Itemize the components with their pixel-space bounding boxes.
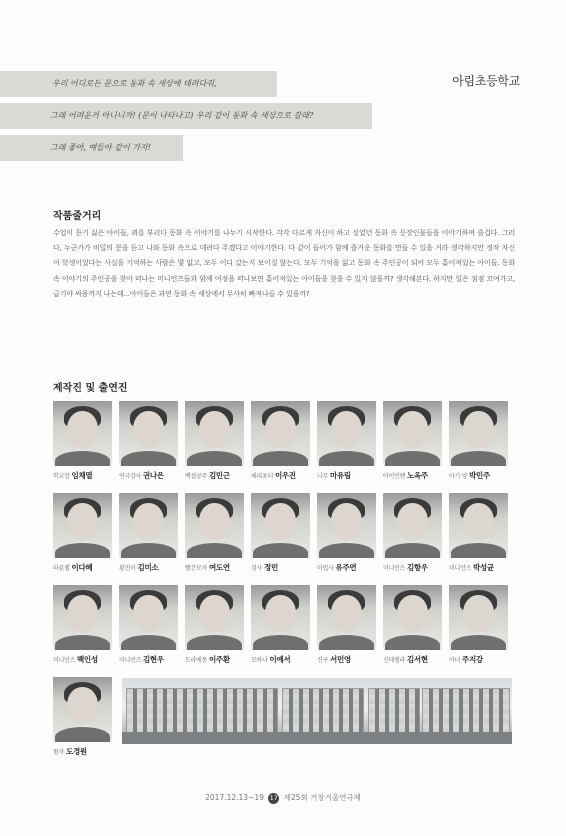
cast-photo: [185, 493, 244, 558]
cast-caption: [185, 470, 246, 481]
cast-member: [383, 493, 444, 573]
school-building-photo: [122, 678, 512, 744]
quote-banner-2: 그래 어려운거 아니니까! (문이 나타나고) 우리 같이 동화 속 세상으로 갈래?: [0, 103, 372, 129]
cast-name: 권나은: [142, 471, 164, 480]
cast-name: 정민: [264, 563, 278, 572]
cast-member: [185, 493, 246, 573]
cast-member: [251, 401, 312, 481]
synopsis-body: 수업이 듣기 싫은 아이들, 꾀를 부리다 동화 속 이야기를 나누기 시작한다. 각각 다르게 자신이 하고 싶었던 동화 속 등장인물들을 이야기하며 즐겁다. 그러다, 누군가가 비밀의 문을 듣고 나와 동화 속으로 데려다 주겠다고 이야기한다. 다 같이 들어가 함께 즐거운 동화를 만들 수 있을 거라 생각하지만 정작 자신이 학생이었다는 사실을 기억하는 사람은 몇 없고, 모두 어디 갔는지 보이질 않는다. 모두 기억을 잃고 동화 속 주인공이 되어 모두 흩어져있는 아이들. 동화 속 이야기의 주인공을 찾아 떠나는 미니언즈들과 함께 여정을 떠나보면 흩어져있는 아이들을 찾을 수 있지 않을까? 생각해본다. 하지만 일은 점점 꼬여가고, 급기야 싸움까지 나는데...아이들은 과연 동화 속 세상에서 무사히 빠져나올 수 있을까?: [53, 228, 515, 298]
cast-name: 도경원: [66, 747, 87, 756]
cast-name: 여도연: [208, 563, 230, 572]
cast-caption: [53, 654, 114, 665]
cast-name: 임채열: [71, 471, 93, 480]
cast-caption: [317, 562, 378, 573]
school-name: 아림초등학교: [452, 74, 520, 88]
cast-name: 이예서: [269, 655, 291, 664]
cast-photo: [119, 401, 178, 466]
cast-member: [317, 585, 378, 665]
cast-title: 제작진 및 출연진: [53, 383, 128, 394]
cast-name: 주지강: [462, 655, 483, 664]
cast-role: 신데렐라: [383, 657, 405, 664]
cast-member: [449, 585, 510, 665]
cast-caption: [251, 470, 312, 481]
footer-event: 제25회 거창겨울연극제: [283, 793, 361, 802]
cast-member: [383, 585, 444, 665]
cast-caption: [449, 562, 510, 573]
cast-photo: [449, 401, 508, 466]
cast-photo: [317, 401, 376, 466]
cast-name: 김서현: [406, 655, 428, 664]
cast-photo: [119, 585, 178, 650]
cast-name: 김미소: [137, 563, 159, 572]
cast-member: [53, 677, 114, 757]
cast-photo: [251, 493, 310, 558]
cast-caption: [53, 470, 114, 481]
cast-name: 유주연: [335, 563, 357, 572]
cast-member: [185, 401, 246, 481]
cast-photo: [383, 493, 442, 558]
cast-role: 미니언즈: [119, 657, 141, 664]
cast-name: 김항우: [406, 563, 428, 572]
cast-photo: [251, 585, 310, 650]
cast-caption: [53, 562, 114, 573]
cast-member: [53, 493, 114, 573]
cast-photo: [185, 401, 244, 466]
cast-role: 해리포터: [251, 473, 273, 480]
cast-name: 이주환: [208, 655, 230, 664]
cast-member: [119, 493, 180, 573]
cast-caption: [317, 654, 378, 665]
cast-photo: [383, 401, 442, 466]
cast-member: [449, 401, 510, 481]
cast-role: 라푼젤: [53, 565, 70, 572]
cast-photo: [383, 585, 442, 650]
cast-photo: [53, 401, 112, 466]
cast-role: 마법사: [317, 565, 334, 572]
cast-member: [119, 401, 180, 481]
cast-name: 김현우: [142, 655, 164, 664]
cast-name: 김민근: [208, 471, 230, 480]
cast-member: [317, 401, 378, 481]
cast-name: 서민영: [330, 655, 351, 664]
quote-banner-3: 그래 좋아, 예들아 같이 가자!: [0, 135, 183, 161]
cast-photo: [119, 493, 178, 558]
cast-photo: [251, 401, 310, 466]
cast-member: [53, 585, 114, 665]
footer-date: 2017.12.13~19: [205, 793, 264, 802]
cast-caption: [119, 654, 180, 665]
cast-role: 미니언즈: [53, 657, 75, 664]
cast-member: [185, 585, 246, 665]
cast-caption: [449, 654, 510, 665]
synopsis-title: 작품줄거리: [53, 211, 102, 222]
cast-name: 이다혜: [71, 563, 93, 572]
cast-name: 노옥주: [406, 471, 428, 480]
cast-role: 모하나: [251, 657, 268, 664]
quote-banner-1: 우리 어디로든 문으로 동화 속 세상에 데려다줘,: [0, 71, 277, 97]
cast-photo: [449, 493, 508, 558]
cast-role: 백설공주: [185, 473, 207, 480]
cast-caption: [185, 654, 246, 665]
cast-name: 마유림: [330, 471, 351, 480]
cast-role: 마녀: [449, 657, 460, 664]
cast-member: [251, 493, 312, 573]
cast-caption: [317, 470, 378, 481]
cast-caption: [53, 746, 114, 757]
cast-role: 학교장: [53, 473, 70, 480]
cast-caption: [251, 654, 312, 665]
cast-role: 황진이: [119, 565, 136, 572]
cast-role: 미니언즈: [449, 565, 471, 572]
cast-caption: [119, 562, 180, 573]
cast-role: 도라에몽: [185, 657, 207, 664]
cast-photo: [185, 585, 244, 650]
cast-caption: [383, 562, 444, 573]
cast-role: 아기 양: [449, 473, 468, 480]
cast-caption: [449, 470, 510, 481]
cast-member: [53, 401, 114, 481]
cast-role: 아이언맨: [383, 473, 405, 480]
cast-name: 박성균: [472, 563, 494, 572]
cast-member: [383, 401, 444, 481]
cast-caption: [185, 562, 246, 573]
cast-photo: [449, 585, 508, 650]
cast-caption: [383, 654, 444, 665]
cast-member: [317, 493, 378, 573]
cast-caption: [251, 562, 312, 573]
cast-photo: [317, 585, 376, 650]
cast-photo: [53, 493, 112, 558]
cast-name: 박민주: [469, 471, 490, 480]
cast-role: 빨간모자: [185, 565, 207, 572]
cast-photo: [53, 677, 112, 742]
page-number: 17: [269, 793, 278, 802]
cast-photo: [53, 585, 112, 650]
page-footer: [0, 792, 566, 804]
cast-member: [449, 493, 510, 573]
cast-role: 연극강사: [119, 473, 141, 480]
cast-photo: [317, 493, 376, 558]
cast-member: [251, 585, 312, 665]
cast-role: 미니언즈: [383, 565, 405, 572]
cast-role: 검사: [251, 565, 262, 572]
cast-role: 진구: [317, 657, 328, 664]
cast-name: 백인성: [76, 655, 98, 664]
cast-role: 왕자: [53, 749, 64, 756]
cast-caption: [119, 470, 180, 481]
cast-member: [119, 585, 180, 665]
cast-name: 이우진: [274, 471, 296, 480]
cast-role: 나무: [317, 473, 328, 480]
cast-caption: [383, 470, 444, 481]
